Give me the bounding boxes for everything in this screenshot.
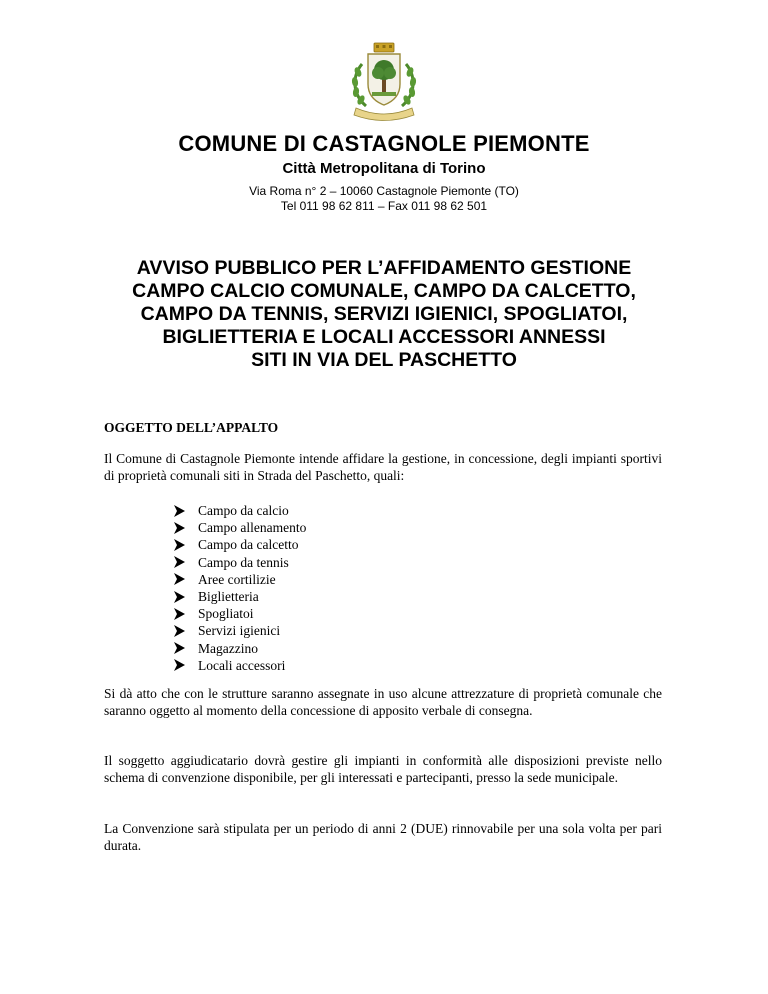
list-item-label: Servizi igienici bbox=[198, 623, 281, 639]
section-heading: OGGETTO DELL’APPALTO bbox=[104, 420, 279, 435]
arrowhead-bullet-icon bbox=[174, 505, 198, 517]
list-item bbox=[174, 554, 306, 571]
facility-list bbox=[174, 502, 306, 674]
equipment-paragraph: Si dà atto che con le strutture saranno assegnate in uso alcune attrezzature di proprietà comunale che saranno oggetto al momento della concessione di apposito verbale di consegna. bbox=[104, 686, 662, 718]
list-item bbox=[174, 588, 306, 605]
list-item-label: Campo da calcio bbox=[198, 503, 289, 518]
intro-paragraph: Il Comune di Castagnole Piemonte intende affidare la gestione, in concessione, degli impianti sportivi di proprietà comunali siti in Strada del Paschetto, quali: bbox=[104, 451, 662, 483]
arrowhead-bullet-icon bbox=[174, 573, 198, 585]
notice-title-line: AVVISO PUBBLICO PER L’AFFIDAMENTO GESTIONE bbox=[136, 257, 632, 279]
list-item bbox=[174, 640, 306, 657]
municipality-name: COMUNE DI CASTAGNOLE PIEMONTE bbox=[178, 131, 590, 156]
list-item-label: Campo da calcetto bbox=[198, 537, 299, 553]
list-item bbox=[174, 657, 306, 674]
list-item-label: Campo allenamento bbox=[198, 520, 307, 536]
arrowhead-bullet-icon bbox=[174, 625, 198, 637]
notice-title-line: CAMPO CALCIO COMUNALE, CAMPO DA CALCETTO, bbox=[132, 280, 636, 302]
list-item bbox=[174, 536, 306, 553]
list-item-label: Magazzino bbox=[198, 640, 258, 656]
arrowhead-bullet-icon bbox=[174, 608, 198, 620]
list-item bbox=[174, 502, 306, 519]
duration-paragraph: La Convenzione sarà stipulata per un periodo di anni 2 (DUE) rinnovabile per una sola volta per pari durata. bbox=[104, 821, 662, 853]
arrowhead-bullet-icon bbox=[174, 539, 198, 551]
metropolitan-city: Città Metropolitana di Torino bbox=[282, 160, 486, 177]
arrowhead-bullet-icon bbox=[174, 522, 198, 534]
arrowhead-bullet-icon bbox=[174, 642, 198, 654]
arrowhead-bullet-icon bbox=[174, 659, 198, 671]
notice-title-line: CAMPO DA TENNIS, SERVIZI IGIENICI, SPOGLIATOI, bbox=[140, 303, 628, 325]
notice-title-line: BIGLIETTERIA E LOCALI ACCESSORI ANNESSI bbox=[162, 326, 606, 348]
list-item-label: Locali accessori bbox=[198, 657, 286, 673]
contact-line: Tel 011 98 62 811 – Fax 011 98 62 501 bbox=[280, 199, 488, 213]
management-paragraph: Il soggetto aggiudicatario dovrà gestire gli impianti in conformità alle disposizioni previste nello schema di convenzione disponibile, per gli interessati e partecipanti, presso la sede municipale. bbox=[104, 753, 662, 785]
list-item bbox=[174, 571, 306, 588]
municipal-coat-of-arms-icon bbox=[336, 42, 432, 122]
arrowhead-bullet-icon bbox=[174, 556, 198, 568]
notice-title bbox=[100, 257, 668, 372]
list-item-label: Aree cortilizie bbox=[198, 571, 276, 587]
list-item-label: Spogliatoi bbox=[198, 606, 254, 622]
address-line: Via Roma n° 2 – 10060 Castagnole Piemonte (TO) bbox=[249, 184, 519, 198]
list-item-label: Campo da tennis bbox=[198, 554, 289, 570]
arrowhead-bullet-icon bbox=[174, 591, 198, 603]
list-item bbox=[174, 622, 306, 639]
list-item bbox=[174, 605, 306, 622]
notice-title-line: SITI IN VIA DEL PASCHETTO bbox=[251, 349, 517, 371]
list-item bbox=[174, 519, 306, 536]
list-item-label: Biglietteria bbox=[198, 588, 259, 604]
